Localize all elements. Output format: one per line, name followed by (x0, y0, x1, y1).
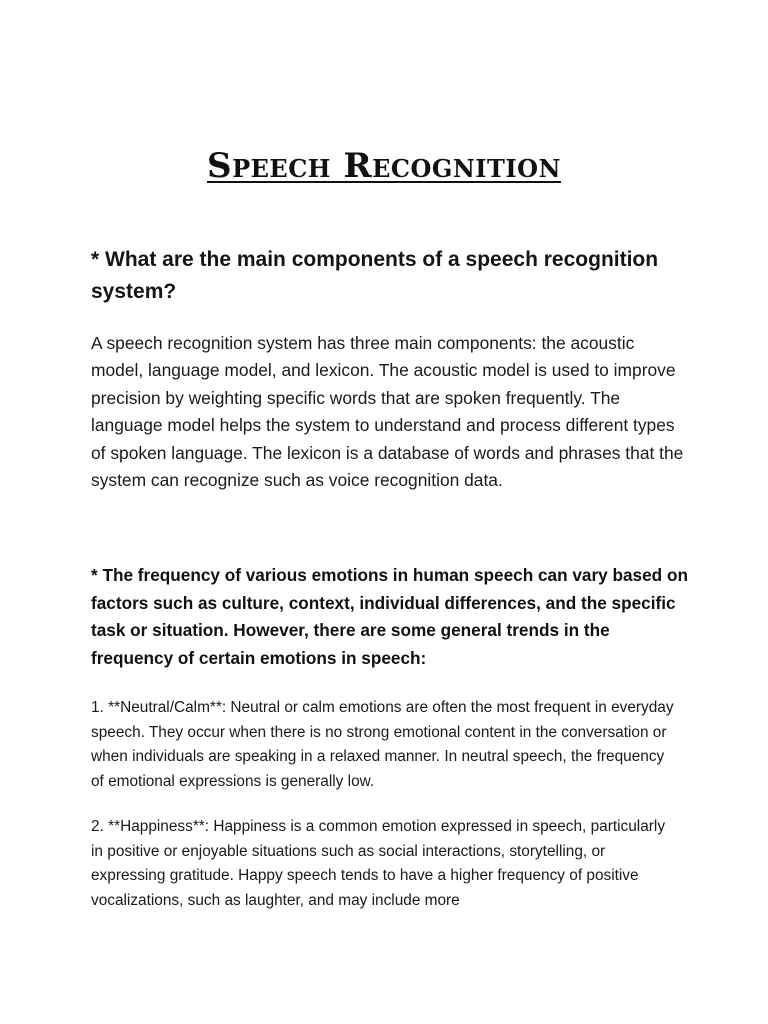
list-item: 2. **Happiness**: Happiness is a common emotion expressed in speech, particularly in positive or enjoyable situations such as social interactions, storytelling, or expressing gratitude. Happy speech tends to have a higher frequency of positive vocalizations, such as laughter, and may include more (91, 818, 666, 909)
answer-paragraph: A speech recognition system has three main components: the acoustic model, language model, and lexicon. The acoustic model is used to improve precision by weighting specific words that are spoken frequently. The language model helps the system to understand and process different types of spoken language. The lexicon is a database of words and phrases that the system can recognize such as voice recognition data. (91, 333, 684, 491)
document-title (0, 146, 768, 186)
emotions-intro-paragraph: * The frequency of various emotions in human speech can vary based on factors such as culture, context, individual differences, and the specific task or situation. However, there are some general trends in the frequency of certain emotions in speech: (91, 565, 688, 668)
document-title-text: Speech Recognition (207, 146, 561, 186)
list-item: 1. **Neutral/Calm**: Neutral or calm emotions are often the most frequent in everyday speech. They occur when there is no strong emotional content in the conversation or when individuals are speaking in a relaxed manner. In neutral speech, the frequency of emotional expressions is generally low. (91, 699, 674, 790)
question-heading: * What are the main components of a speech recognition system? (91, 248, 659, 303)
